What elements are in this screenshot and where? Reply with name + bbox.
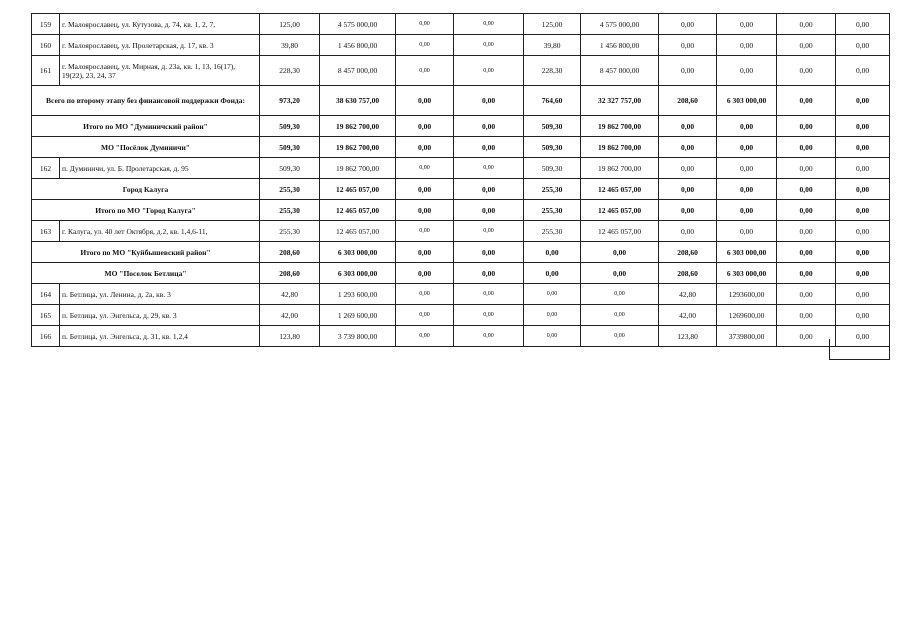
value-cell: 19 862 700,00 xyxy=(581,137,659,158)
value-cell: 3 739 800,00 xyxy=(320,326,396,347)
value-cell: 0,00 xyxy=(717,137,777,158)
value-cell: 0,00 xyxy=(396,179,454,200)
value-cell: 12 465 057,00 xyxy=(581,200,659,221)
address-cell: г. Малоярославец, ул. Кутузова, д. 74, кв. 1, 2, 7, xyxy=(60,14,260,35)
value-cell: 0,00 xyxy=(836,56,890,86)
value-cell: 0,00 xyxy=(396,221,454,242)
subtotal-label: Итого по МО "Город Калуга" xyxy=(32,200,260,221)
value-cell: 6 303 000,00 xyxy=(717,263,777,284)
value-cell: 208,60 xyxy=(659,86,717,116)
value-cell: 0,00 xyxy=(777,56,836,86)
value-cell: 0,00 xyxy=(836,86,890,116)
value-cell: 3739800,00 xyxy=(717,326,777,347)
value-cell: 255,30 xyxy=(260,200,320,221)
value-cell: 764,60 xyxy=(524,86,581,116)
subtotal-label: Итого по МО "Куйбышевский район" xyxy=(32,242,260,263)
value-cell: 0,00 xyxy=(777,14,836,35)
table-row xyxy=(32,14,890,35)
value-cell: 1 456 800,00 xyxy=(581,35,659,56)
table-row xyxy=(32,35,890,56)
value-cell: 0,00 xyxy=(659,35,717,56)
value-cell: 0,00 xyxy=(524,326,581,347)
value-cell: 39,80 xyxy=(524,35,581,56)
value-cell: 208,60 xyxy=(260,242,320,263)
value-cell: 509,30 xyxy=(524,158,581,179)
value-cell: 0,00 xyxy=(836,326,890,347)
value-cell: 8 457 000,00 xyxy=(581,56,659,86)
table-row xyxy=(32,305,890,326)
value-cell: 6 303 000,00 xyxy=(320,242,396,263)
value-cell: 0,00 xyxy=(581,284,659,305)
value-cell: 0,00 xyxy=(659,14,717,35)
value-cell: 125,00 xyxy=(260,14,320,35)
value-cell: 0,00 xyxy=(454,86,524,116)
value-cell: 0,00 xyxy=(659,56,717,86)
value-cell: 0,00 xyxy=(396,305,454,326)
value-cell: 0,00 xyxy=(717,56,777,86)
value-cell: 0,00 xyxy=(524,263,581,284)
table-trailing-cell xyxy=(829,339,890,360)
value-cell: 0,00 xyxy=(836,158,890,179)
value-cell: 0,00 xyxy=(717,35,777,56)
value-cell: 255,30 xyxy=(524,200,581,221)
value-cell: 6 303 000,00 xyxy=(717,86,777,116)
value-cell: 0,00 xyxy=(836,284,890,305)
value-cell: 0,00 xyxy=(836,35,890,56)
row-number: 166 xyxy=(32,326,60,347)
value-cell: 1 269 600,00 xyxy=(320,305,396,326)
value-cell: 1269600,00 xyxy=(717,305,777,326)
subtotal-row xyxy=(32,137,890,158)
value-cell: 0,00 xyxy=(524,305,581,326)
subtotal-row xyxy=(32,242,890,263)
value-cell: 0,00 xyxy=(454,221,524,242)
subtotal-label: МО "Посёлок Думиничи" xyxy=(32,137,260,158)
value-cell: 42,80 xyxy=(659,284,717,305)
value-cell: 0,00 xyxy=(717,14,777,35)
value-cell: 0,00 xyxy=(836,263,890,284)
value-cell: 208,60 xyxy=(260,263,320,284)
value-cell: 0,00 xyxy=(581,242,659,263)
row-number: 165 xyxy=(32,305,60,326)
value-cell: 0,00 xyxy=(777,284,836,305)
address-cell: п. Думиничи, ул. Б. Пролетарская, д. 95 xyxy=(60,158,260,179)
value-cell: 0,00 xyxy=(777,242,836,263)
value-cell: 0,00 xyxy=(454,158,524,179)
value-cell: 6 303 000,00 xyxy=(320,263,396,284)
value-cell: 208,60 xyxy=(659,263,717,284)
value-cell: 0,00 xyxy=(396,242,454,263)
value-cell: 0,00 xyxy=(396,326,454,347)
value-cell: 0,00 xyxy=(396,137,454,158)
table-row xyxy=(32,158,890,179)
row-number: 164 xyxy=(32,284,60,305)
value-cell: 125,00 xyxy=(524,14,581,35)
value-cell: 42,00 xyxy=(659,305,717,326)
value-cell: 39,80 xyxy=(260,35,320,56)
value-cell: 0,00 xyxy=(777,179,836,200)
value-cell: 0,00 xyxy=(454,179,524,200)
value-cell: 0,00 xyxy=(836,14,890,35)
value-cell: 4 575 000,00 xyxy=(581,14,659,35)
address-cell: г. Малоярославец, ул. Мирная, д. 23а, кв. 1, 13, 16(17), 19(22), 23, 24, 37 xyxy=(60,56,260,86)
value-cell: 0,00 xyxy=(396,56,454,86)
value-cell: 0,00 xyxy=(777,35,836,56)
value-cell: 0,00 xyxy=(524,284,581,305)
value-cell: 228,30 xyxy=(260,56,320,86)
value-cell: 0,00 xyxy=(659,116,717,137)
subtotal-row xyxy=(32,179,890,200)
table-row xyxy=(32,326,890,347)
table-row xyxy=(32,221,890,242)
subtotal-row xyxy=(32,116,890,137)
value-cell: 42,80 xyxy=(260,284,320,305)
value-cell: 255,30 xyxy=(524,179,581,200)
value-cell: 0,00 xyxy=(777,86,836,116)
subtotal-label: Итого по МО "Думиничский район" xyxy=(32,116,260,137)
value-cell: 0,00 xyxy=(836,200,890,221)
value-cell: 19 862 700,00 xyxy=(581,158,659,179)
value-cell: 42,00 xyxy=(260,305,320,326)
value-cell: 0,00 xyxy=(581,305,659,326)
value-cell: 0,00 xyxy=(717,200,777,221)
value-cell: 0,00 xyxy=(777,263,836,284)
value-cell: 509,30 xyxy=(260,116,320,137)
value-cell: 228,30 xyxy=(524,56,581,86)
value-cell: 8 457 000,00 xyxy=(320,56,396,86)
value-cell: 509,30 xyxy=(524,116,581,137)
value-cell: 0,00 xyxy=(777,221,836,242)
value-cell: 0,00 xyxy=(396,158,454,179)
value-cell: 19 862 700,00 xyxy=(320,116,396,137)
value-cell: 0,00 xyxy=(454,35,524,56)
value-cell: 19 862 700,00 xyxy=(320,158,396,179)
value-cell: 4 575 000,00 xyxy=(320,14,396,35)
value-cell: 0,00 xyxy=(396,284,454,305)
value-cell: 0,00 xyxy=(454,137,524,158)
row-number: 159 xyxy=(32,14,60,35)
value-cell: 0,00 xyxy=(396,14,454,35)
value-cell: 0,00 xyxy=(777,137,836,158)
value-cell: 0,00 xyxy=(454,242,524,263)
value-cell: 12 465 057,00 xyxy=(581,179,659,200)
value-cell: 1 456 800,00 xyxy=(320,35,396,56)
subtotal-label: Город Калуга xyxy=(32,179,260,200)
subtotal-label: Всего по второму этапу без финансовой поддержки Фонда: xyxy=(32,86,260,116)
value-cell: 0,00 xyxy=(659,200,717,221)
value-cell: 0,00 xyxy=(454,14,524,35)
row-number: 163 xyxy=(32,221,60,242)
address-cell: п. Бетлица, ул. Энгельса, д. 29, кв. 3 xyxy=(60,305,260,326)
value-cell: 255,30 xyxy=(260,179,320,200)
value-cell: 123,80 xyxy=(260,326,320,347)
value-cell: 0,00 xyxy=(454,305,524,326)
address-cell: г. Малоярославец, ул. Пролетарская, д. 17, кв. 3 xyxy=(60,35,260,56)
value-cell: 255,30 xyxy=(524,221,581,242)
value-cell: 0,00 xyxy=(396,35,454,56)
value-cell: 0,00 xyxy=(454,284,524,305)
value-cell: 0,00 xyxy=(396,263,454,284)
value-cell: 0,00 xyxy=(717,116,777,137)
value-cell: 32 327 757,00 xyxy=(581,86,659,116)
value-cell: 255,30 xyxy=(260,221,320,242)
value-cell: 0,00 xyxy=(396,116,454,137)
value-cell: 123,80 xyxy=(659,326,717,347)
value-cell: 0,00 xyxy=(717,179,777,200)
value-cell: 0,00 xyxy=(454,200,524,221)
value-cell: 0,00 xyxy=(777,116,836,137)
value-cell: 509,30 xyxy=(260,137,320,158)
row-number: 162 xyxy=(32,158,60,179)
value-cell: 0,00 xyxy=(836,116,890,137)
value-cell: 0,00 xyxy=(524,242,581,263)
value-cell: 0,00 xyxy=(717,221,777,242)
value-cell: 0,00 xyxy=(454,116,524,137)
address-cell: г. Калуга, ул. 40 лет Октября, д.2, кв. 1,4,6-11, xyxy=(60,221,260,242)
value-cell: 19 862 700,00 xyxy=(581,116,659,137)
row-number: 160 xyxy=(32,35,60,56)
housing-program-table xyxy=(31,13,890,347)
value-cell: 12 465 057,00 xyxy=(320,221,396,242)
value-cell: 0,00 xyxy=(836,179,890,200)
address-cell: п. Бетлица, ул. Энгельса, д. 31, кв. 1,2,4 xyxy=(60,326,260,347)
value-cell: 0,00 xyxy=(396,200,454,221)
subtotal-row xyxy=(32,263,890,284)
value-cell: 38 630 757,00 xyxy=(320,86,396,116)
value-cell: 0,00 xyxy=(454,263,524,284)
value-cell: 0,00 xyxy=(717,158,777,179)
value-cell: 0,00 xyxy=(777,200,836,221)
value-cell: 0,00 xyxy=(836,242,890,263)
value-cell: 0,00 xyxy=(581,263,659,284)
value-cell: 0,00 xyxy=(659,137,717,158)
table-row xyxy=(32,56,890,86)
value-cell: 0,00 xyxy=(581,326,659,347)
value-cell: 0,00 xyxy=(659,158,717,179)
value-cell: 509,30 xyxy=(260,158,320,179)
value-cell: 6 303 000,00 xyxy=(717,242,777,263)
value-cell: 509,30 xyxy=(524,137,581,158)
value-cell: 0,00 xyxy=(777,305,836,326)
value-cell: 0,00 xyxy=(836,305,890,326)
value-cell: 0,00 xyxy=(659,221,717,242)
value-cell: 12 465 057,00 xyxy=(320,200,396,221)
address-cell: п. Бетлица, ул. Ленина, д. 2а, кв. 3 xyxy=(60,284,260,305)
value-cell: 0,00 xyxy=(836,137,890,158)
value-cell: 1 293 600,00 xyxy=(320,284,396,305)
subtotal-row xyxy=(32,86,890,116)
subtotal-label: МО "Поселок Бетлица" xyxy=(32,263,260,284)
subtotal-row xyxy=(32,200,890,221)
row-number: 161 xyxy=(32,56,60,86)
value-cell: 0,00 xyxy=(777,158,836,179)
value-cell: 19 862 700,00 xyxy=(320,137,396,158)
value-cell: 0,00 xyxy=(454,326,524,347)
value-cell: 0,00 xyxy=(659,179,717,200)
value-cell: 0,00 xyxy=(454,56,524,86)
value-cell: 0,00 xyxy=(396,86,454,116)
value-cell: 973,20 xyxy=(260,86,320,116)
table-body xyxy=(32,14,890,347)
value-cell: 0,00 xyxy=(777,326,836,347)
value-cell: 0,00 xyxy=(836,221,890,242)
value-cell: 1293600,00 xyxy=(717,284,777,305)
value-cell: 208,60 xyxy=(659,242,717,263)
table-row xyxy=(32,284,890,305)
value-cell: 12 465 057,00 xyxy=(581,221,659,242)
value-cell: 12 465 057,00 xyxy=(320,179,396,200)
